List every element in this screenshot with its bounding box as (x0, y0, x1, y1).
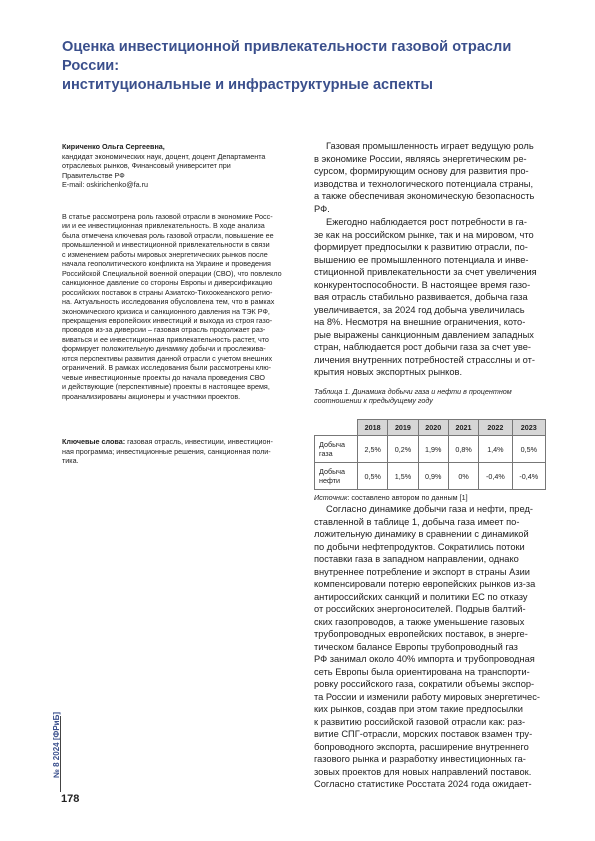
body-line: зе как на российском рынке, так и на мировом, что (314, 229, 534, 240)
table-caption (314, 387, 546, 406)
body-line: а также обеспечивая экономическую безопасность (314, 191, 535, 201)
body-line: вая отрасль стабильно развивается, добыча газа (314, 292, 528, 302)
table-row-label (315, 463, 358, 490)
table-cell: 0,5% (512, 436, 545, 463)
abstract-line: санкционное давление со стороны Европы и диверсификацию (62, 278, 273, 288)
body-line: внутреннее потребление и экспорт в страны Азии (314, 566, 530, 577)
row-label-line: Добыча (319, 467, 345, 476)
keywords-line: тика. (62, 456, 79, 465)
abstract-line: В статье рассмотрена роль газовой отрасли в экономике Росс- (62, 212, 273, 221)
abstract-line: на. Актуальность исследования обусловлена тем, что в рамках (62, 297, 275, 307)
body-line: поставки газа в западном направлении, однако (314, 554, 519, 564)
abstract-line: ются перспективы развития данной отрасли с учетом внешних (62, 353, 273, 363)
table-cell: 0,8% (448, 436, 478, 463)
table-cell: 0,2% (388, 436, 418, 463)
table-row-label (315, 436, 358, 463)
body-line: РФ. (314, 203, 330, 214)
body-line: бопроводного экспорта, расширение внутреннего (314, 741, 529, 752)
abstract-line: с изменением работы мировых энергетических рынков после (62, 249, 268, 259)
body-line: рые выражены санкционным давлением западных (314, 329, 534, 340)
body-line: Согласно динамике добычи газа и нефти, пред- (326, 504, 533, 514)
body-line: ровку российского газа, сократили объемы экспор- (314, 679, 535, 689)
table-header-row (315, 420, 546, 436)
body-line: трубопроводных европейских поставок, в энерге- (314, 629, 528, 639)
author-name: Кириченко Ольга Сергеевна, (62, 142, 165, 151)
table-cell: 1,5% (388, 463, 418, 490)
abstract-line: прекращения европейских инвестиций и выхода из строя газо- (62, 315, 273, 325)
body-line: по добычи нефтепродуктов. Сократились потоки (314, 541, 525, 552)
body-line: тическом балансе Европы трубопроводный газ (314, 641, 518, 652)
body-line: Газовая промышленность играет ведущую роль (326, 141, 534, 151)
body-line: ложительную динамику в сравнении с динамикой (314, 529, 529, 539)
table-column-header: 2019 (388, 420, 418, 436)
abstract-line: экономического кризиса и санкционного давления на ТЭК РФ, (62, 306, 270, 316)
row-label-line: Добыча (319, 440, 345, 449)
body-line: ставленной в таблице 1, добыча газа имеет по- (314, 516, 520, 527)
table-row (315, 463, 546, 490)
abstract-line: проводов из-за диверсии – газовая отрасль продолжает раз- (62, 325, 266, 335)
article-title (62, 38, 552, 95)
table-caption-line: соотношении к предыдущему году (314, 396, 433, 406)
table-cell: 0% (448, 463, 478, 490)
body-line: в экономике России, являясь энергетическим ре- (314, 153, 527, 164)
abstract-line: начала геополитического конфликта на Украине и проведения (62, 259, 271, 269)
body-line: ских газопроводов, а также уменьшение газовых (314, 616, 525, 627)
body-line: компенсировали потерю европейских рынков из-за (314, 579, 536, 589)
journal-issue-label: № 8 2024 [ФРиБ] (52, 712, 61, 778)
table-cell: 0,9% (418, 463, 448, 490)
body-line: ких рынков, создав при этом такие предпосылки (314, 704, 523, 714)
table-column-header: 2021 (448, 420, 478, 436)
production-table (314, 419, 546, 490)
body-line: сурсом, формирующим основу для развития про- (314, 166, 529, 176)
body-paragraph-1 (314, 140, 546, 215)
author-detail: кандидат экономических наук, доцент, доцент Департамента (62, 151, 266, 161)
abstract-line: формирует положительную динамику добычи и прослежива- (62, 344, 266, 354)
page-rule-divider (60, 716, 61, 792)
abstract-line: была отмечена ключевая роль газовой отрасли, повышение ее (62, 230, 274, 240)
table-column-header: 2022 (479, 420, 512, 436)
abstract-line: виваться и ее инвестиционная привлекательность растет, что (62, 334, 269, 344)
body-line: зовых проектов для новых направлений поставок. (314, 766, 532, 777)
body-line: личения внутренних потребностей страсслны и от- (314, 354, 535, 365)
author-block (62, 142, 302, 190)
keywords-line: ная программа; инвестиционные решения, санкционная поли- (62, 446, 271, 456)
body-line: на 8%. Несмотря на внешние ограничения, кото- (314, 317, 526, 327)
table-cell: -0,4% (512, 463, 545, 490)
page-number: 178 (61, 793, 80, 805)
body-paragraph-3 (314, 503, 546, 791)
abstract-line: и действующие (перспективные) проекты в настоящее время, (62, 382, 270, 392)
abstract-line: промышленной и инвестиционной привлекательности в связи (62, 240, 270, 250)
abstract-line: проанализированы акционеры и участники проектов. (62, 391, 241, 401)
table-column-header: 2018 (358, 420, 388, 436)
abstract-line: ии и ее инвестиционная привлекательность. В ходе анализа (62, 221, 265, 231)
table-column-header: 2023 (512, 420, 545, 436)
table-source (314, 493, 468, 502)
abstract-line: российских поставок в страны Азиатско-Тихоокеанского регио- (62, 287, 273, 297)
body-line: та России и изменили работу мировых энергетичес- (314, 691, 540, 702)
title-line: Оценка инвестиционной привлекательности газовой отрасли России: (62, 39, 512, 74)
abstract-line: Российской Специальной военной операции (СВО), что повлекло (62, 268, 282, 278)
body-line: стран, наблюдается рост добычи газа за счет уве- (314, 342, 532, 352)
body-line: к развитию российской газовой отрасли как: раз- (314, 716, 526, 727)
body-line: Согласно статистике Росстата 2024 года ожидает- (314, 779, 532, 789)
body-line: изводства и технологического потенциала страны, (314, 178, 534, 189)
body-line: РФ занимал около 40% импорта и трубопроводная (314, 654, 535, 664)
body-line: от российских энергоносителей. Подрыв балтий- (314, 604, 526, 614)
body-line: вышению ее промышленного потенциала и инве- (314, 254, 529, 265)
author-detail: Правительстве РФ (62, 170, 125, 180)
keywords-text: газовая отрасль, инвестиции, инвестицион- (125, 437, 273, 446)
body-line: Ежегодно наблюдается рост потребности в га- (326, 217, 527, 227)
table-cell: -0,4% (479, 463, 512, 490)
table-column-header: 2020 (418, 420, 448, 436)
body-line: сеть Европы была ориентирована на транспорти- (314, 666, 530, 677)
author-detail: отраслевых рынков, Финансовый университет при (62, 161, 231, 171)
body-paragraph-2 (314, 216, 546, 379)
abstract-line: чевые инвестиционные проекты до начала проведения СВО (62, 372, 265, 382)
body-line: крытия новых экспортных рынков. (314, 367, 463, 377)
keywords (62, 437, 302, 466)
body-line: конкурентоспособности. В настоящее время газо- (314, 279, 531, 290)
keywords-label: Ключевые слова: (62, 437, 126, 446)
table-caption-line: Таблица 1. Динамика добычи газа и нефти в процентном (314, 387, 512, 396)
abstract (62, 212, 302, 401)
table-cell: 1,4% (479, 436, 512, 463)
keywords-line-first (62, 437, 302, 447)
table-cell: 2,5% (358, 436, 388, 463)
title-line: институциональные и инфраструктурные аспекты (62, 77, 434, 93)
body-line: увеличивается, за 2024 год добыча увеличилась (314, 304, 525, 315)
row-label-line: газа (319, 449, 333, 458)
abstract-line: ограничений. В рамках исследования были рассмотрены клю- (62, 363, 272, 373)
body-line: антироссийских санкций и политики ЕС по отказу (314, 591, 528, 602)
row-label-line: нефти (319, 476, 341, 485)
table-cell: 1,9% (418, 436, 448, 463)
table-corner-cell (315, 420, 358, 436)
source-text: : составлено автором по данным [1] (347, 493, 468, 502)
body-line: стиционной привлекательности за счет увеличения (314, 267, 537, 277)
body-line: газового рынка и разработку инвестиционных га- (314, 754, 526, 764)
author-email: E-mail: oskirichenko@fa.ru (62, 180, 148, 190)
body-line: витие СПГ-отрасли, морских поставок взамен тру- (314, 729, 533, 739)
body-line: формирует предпосылки к развитию отрасли, по- (314, 242, 528, 252)
table-row (315, 436, 546, 463)
table-cell: 0,5% (358, 463, 388, 490)
source-label: Источник (314, 493, 348, 502)
